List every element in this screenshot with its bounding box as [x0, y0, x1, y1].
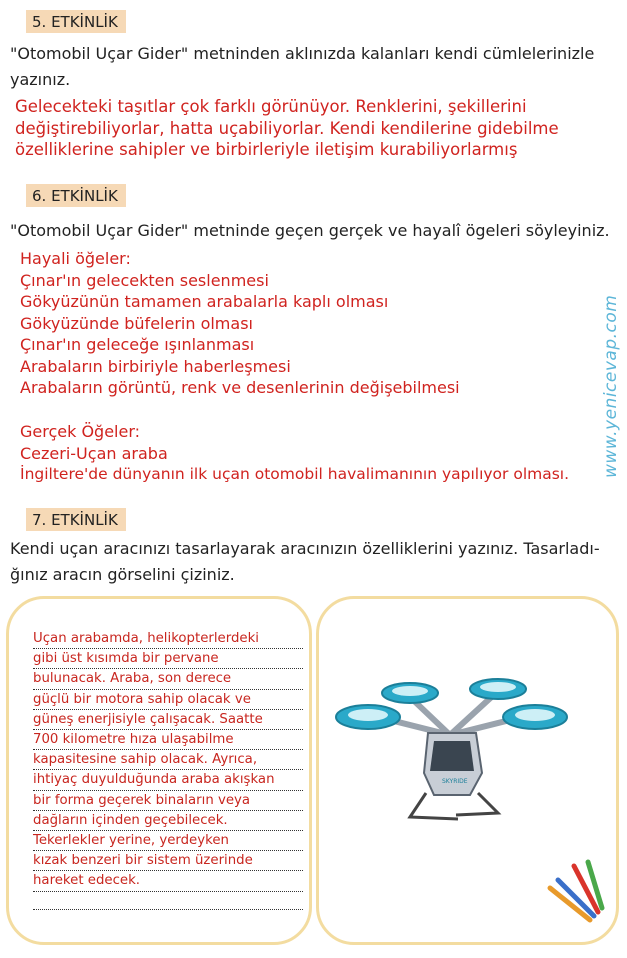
activity-7-badge: 7. ETKİNLİK [26, 508, 126, 531]
drone-label: SKYRIDE [442, 778, 468, 785]
question-line: yazınız. [10, 70, 71, 89]
activity-6-real [20, 421, 569, 486]
activity-5-answer [15, 96, 559, 161]
question-line: Kendi uçan aracınızı tasarlayarak aracınızın özelliklerini yazınız. Tasarladı- [10, 539, 600, 558]
answer-line: Tekerlekler yerine, yerdeyken [33, 831, 303, 851]
answer-line: bir forma geçerek binaların veya [33, 791, 303, 811]
answer-line: hareket edecek. [33, 871, 303, 891]
pencils-icon [540, 858, 610, 928]
answer-line: güneş enerjisiyle çalışacak. Saatte [33, 710, 303, 730]
activity-6-badge: 6. ETKİNLİK [26, 184, 126, 207]
answer-line: değiştirebiliyorlar, hatta uçabiliyorlar. Kendi kendilerine gidebilme [15, 118, 559, 138]
list-item: Çınar'ın gelecekten seslenmesi [20, 270, 269, 290]
list-item: İngiltere'de dünyanın ilk uçan otomobil havalimanının yapılıyor olması. [20, 465, 570, 483]
answer-line: kapasitesine sahip olacak. Ayrıca, [33, 750, 303, 770]
list-item: Arabaların birbiriyle haberleşmesi [20, 356, 291, 376]
blank-line [33, 892, 303, 910]
answer-line: bulunacak. Araba, son derece [33, 669, 303, 689]
question-line: ğınız aracın görselini çiziniz. [10, 565, 235, 584]
answer-line: Gelecekteki taşıtlar çok farklı görünüyor. Renklerini, şekillerini [15, 97, 527, 116]
answer-line: Uçan arabamda, helikopterlerdeki [33, 629, 303, 649]
activity-5-question [10, 41, 594, 93]
activity-7-answer [33, 629, 303, 910]
real-title: Gerçek Öğeler: [20, 422, 141, 441]
list-item: Çınar'ın geleceğe ışınlanması [20, 335, 255, 354]
list-item: Arabaların görüntü, renk ve desenlerinin değişebilmesi [20, 378, 460, 397]
answer-line: özelliklerine sahipler ve birbirleriyle iletişim kurabiliyorlarmış [15, 140, 518, 159]
activity-6-imaginary [20, 248, 460, 399]
watermark-text: www.yenicevap.com [601, 294, 621, 478]
question-line: "Otomobil Uçar Gider" metninden aklınızda kalanları kendi cümlelerinizle [10, 44, 595, 63]
activity-7-question [10, 536, 600, 588]
answer-line: ihtiyaç duyulduğunda araba akışkan [33, 770, 303, 790]
watermark [596, 250, 626, 480]
answer-line: gibi üst kısımda bir pervane [33, 649, 303, 669]
answer-line: kızak benzeri bir sistem üzerinde [33, 851, 303, 871]
imaginary-title: Hayali öğeler: [20, 249, 131, 268]
list-item: Cezeri-Uçan araba [20, 443, 168, 463]
flying-car-drone-image [330, 655, 590, 825]
answer-line: güçlü bir motora sahip olacak ve [33, 690, 303, 710]
answer-line: dağların içinden geçebilecek. [33, 811, 303, 831]
list-item: Gökyüzünde büfelerin olması [20, 313, 253, 333]
activity-5-badge: 5. ETKİNLİK [26, 10, 126, 33]
answer-line: 700 kilometre hıza ulaşabilme [33, 730, 303, 750]
list-item: Gökyüzünün tamamen arabalarla kaplı olması [20, 292, 389, 311]
activity-6-question: "Otomobil Uçar Gider" metninde geçen gerçek ve hayalî ögeleri söyleyiniz. [10, 221, 610, 240]
